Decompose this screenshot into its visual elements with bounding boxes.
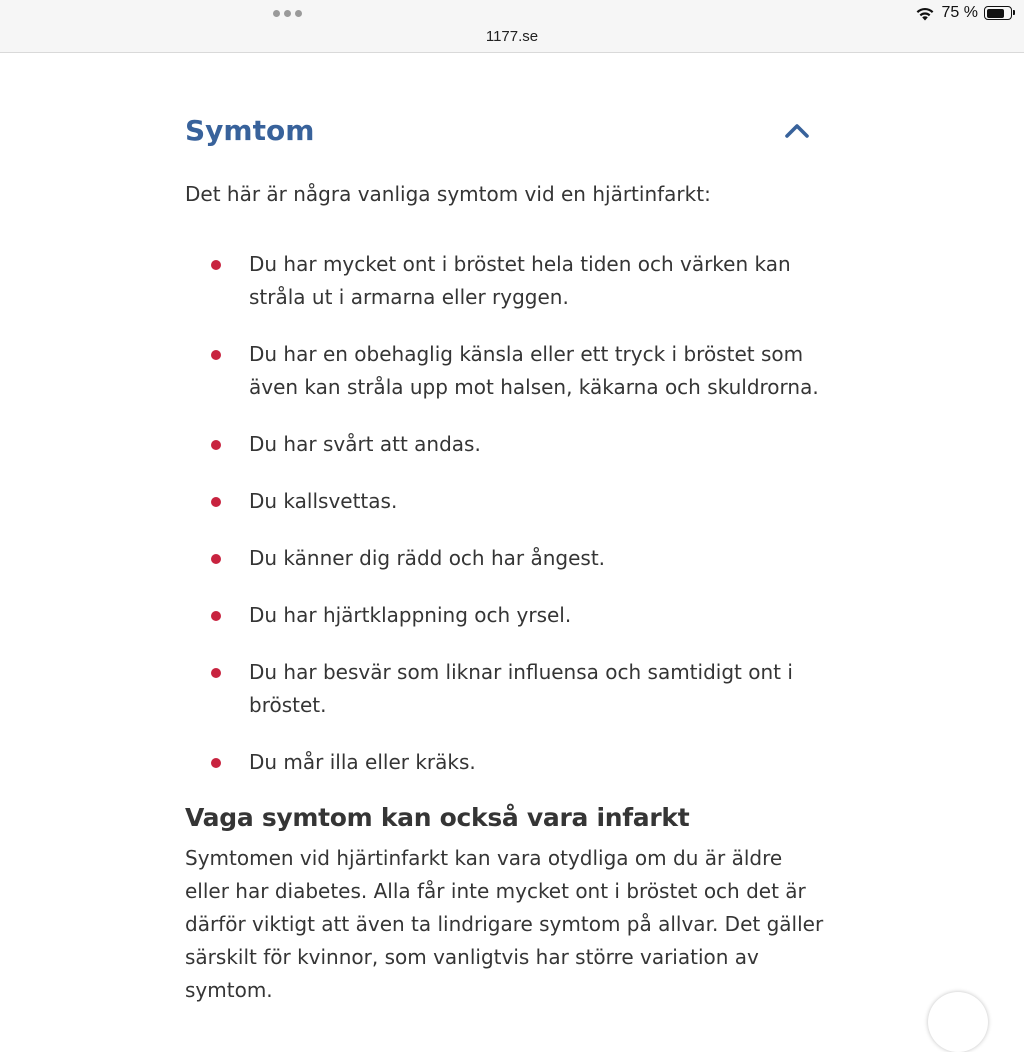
list-item [185,338,825,404]
status-area [914,4,1012,22]
bullet-dot [211,440,221,450]
symptom-list [185,248,825,779]
list-item-text: Du har svårt att andas. [249,432,481,456]
list-item-text: Du känner dig rädd och har ångest. [249,546,606,570]
body-paragraph: Symtomen vid hjärtinfarkt kan vara otydliga om du är äldre eller har diabetes. Alla får inte mycket ont i bröstet och det är därför viktigt att även ta lindrigare symtom på allvar. Det gäller särskilt för kvinnor, som vanligtvis har större variation av symtom. [185,846,824,1002]
battery-icon [984,6,1012,20]
list-item [185,656,825,722]
browser-top-bar [0,0,1024,53]
list-item [185,746,825,779]
list-item [185,428,825,461]
bullet-dot [211,350,221,360]
scroll-to-top-button[interactable] [928,992,988,1052]
bullet-dot [211,611,221,621]
bullet-dot [211,668,221,678]
article-content [185,100,825,1007]
list-item-text: Du kallsvettas. [249,489,398,513]
chevron-up-icon[interactable] [784,121,810,139]
list-item [185,542,825,575]
list-item-text: Du har mycket ont i bröstet hela tiden och värken kan stråla ut i armarna eller ryggen. [249,252,791,309]
list-item-text: Du har hjärtklappning och yrsel. [249,603,572,627]
list-item-text: Du mår illa eller kräks. [249,750,476,774]
list-item-text: Du har besvär som liknar influensa och samtidigt ont i bröstet. [249,660,793,717]
more-dots-icon[interactable] [273,10,302,17]
list-item [185,485,825,518]
bullet-dot [211,260,221,270]
symptoms-accordion-header[interactable] [185,100,810,160]
bullet-dot [211,497,221,507]
battery-level-fill [987,9,1004,18]
bullet-dot [211,758,221,768]
list-item [185,248,825,314]
list-item [185,599,825,632]
section-title: Symtom [185,113,315,147]
bullet-dot [211,554,221,564]
list-item-text: Du har en obehaglig känsla eller ett tryck i bröstet som även kan stråla upp mot halsen, käkarna och skuldrorna. [249,342,819,399]
section-intro: Det här är några vanliga symtom vid en hjärtinfarkt: [185,182,711,206]
subheading: Vaga symtom kan också vara infarkt [185,803,690,832]
wifi-icon [914,4,936,22]
address-bar-url[interactable]: 1177.se [485,28,539,45]
battery-percentage: 75 % [941,4,978,21]
